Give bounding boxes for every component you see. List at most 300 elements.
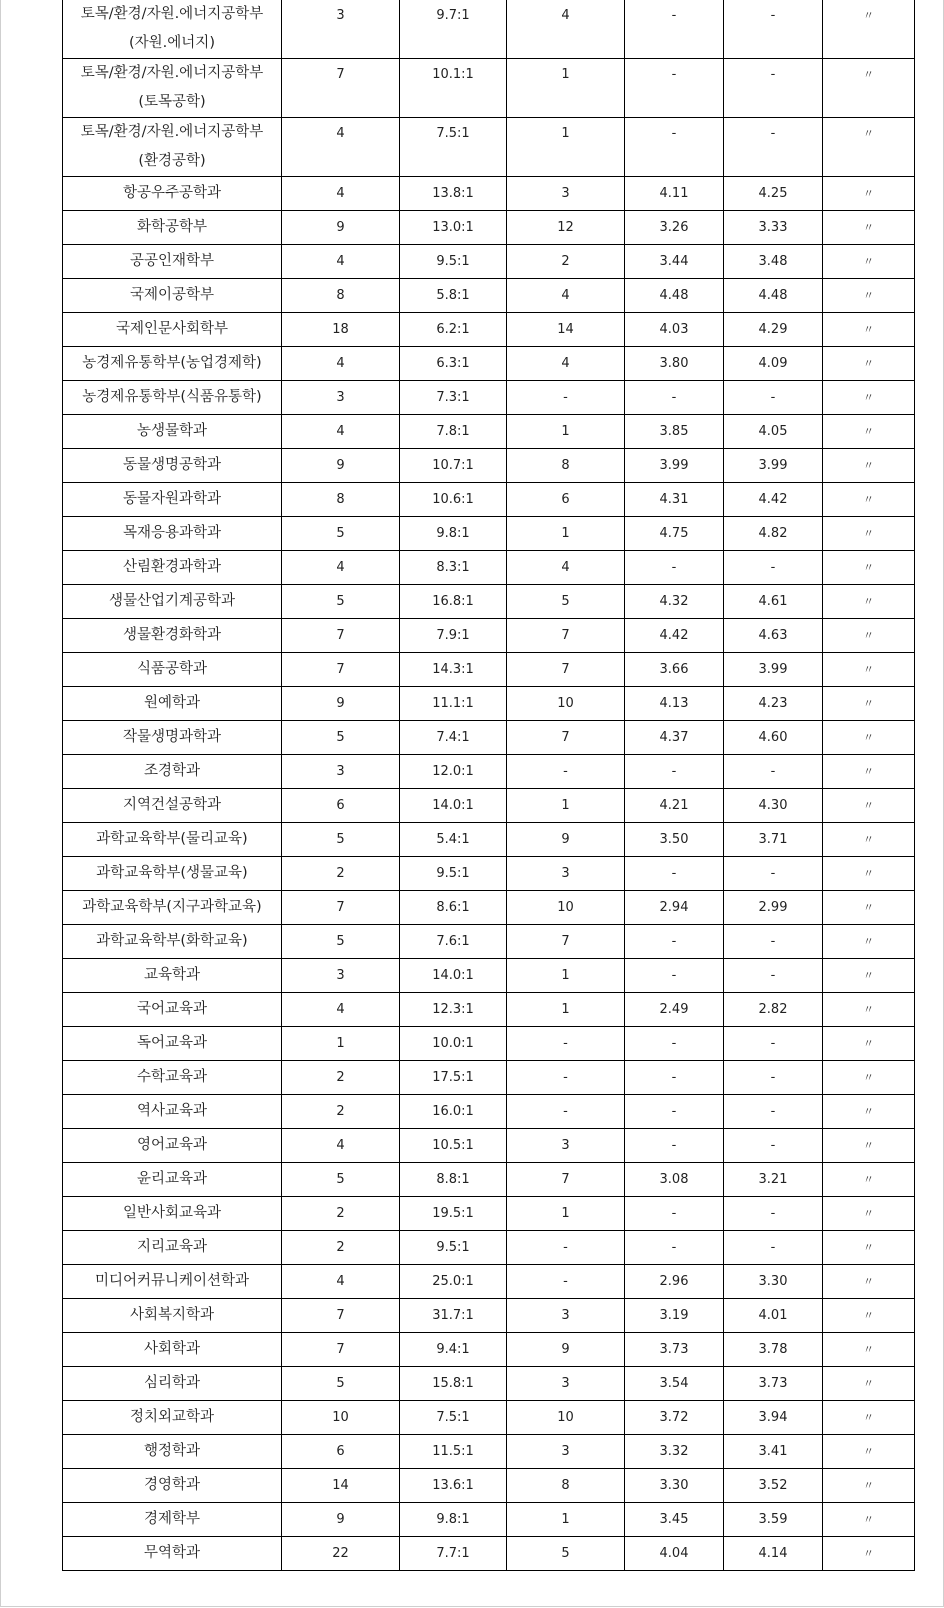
department-cell: 목재응용과학과 bbox=[63, 517, 282, 551]
average-grade-cell: - bbox=[625, 381, 724, 415]
table-row bbox=[63, 721, 915, 755]
note-cell: 〃 bbox=[823, 449, 915, 483]
average-grade-cell: 2.49 bbox=[625, 993, 724, 1027]
cutoff-grade-cell: - bbox=[724, 755, 823, 789]
competition-ratio-cell: 8.3:1 bbox=[400, 551, 507, 585]
department-cell: 미디어커뮤니케이션학과 bbox=[63, 1265, 282, 1299]
cutoff-grade-cell: 3.30 bbox=[724, 1265, 823, 1299]
cutoff-grade-cell: 4.61 bbox=[724, 585, 823, 619]
average-grade-cell: - bbox=[625, 1129, 724, 1163]
additional-pass-cell: 3 bbox=[507, 1367, 625, 1401]
note-cell: 〃 bbox=[823, 245, 915, 279]
average-grade-cell: 3.44 bbox=[625, 245, 724, 279]
note-cell: 〃 bbox=[823, 1129, 915, 1163]
additional-pass-cell: - bbox=[507, 1095, 625, 1129]
department-cell: 일반사회교육과 bbox=[63, 1197, 282, 1231]
capacity-cell: 4 bbox=[282, 347, 400, 381]
admissions-results-table bbox=[62, 0, 915, 1571]
competition-ratio-cell: 10.7:1 bbox=[400, 449, 507, 483]
average-grade-cell: 4.42 bbox=[625, 619, 724, 653]
average-grade-cell: 3.50 bbox=[625, 823, 724, 857]
cutoff-grade-cell: - bbox=[724, 1231, 823, 1265]
competition-ratio-cell: 15.8:1 bbox=[400, 1367, 507, 1401]
capacity-cell: 18 bbox=[282, 313, 400, 347]
competition-ratio-cell: 5.8:1 bbox=[400, 279, 507, 313]
note-cell: 〃 bbox=[823, 653, 915, 687]
department-cell: 생물산업기계공학과 bbox=[63, 585, 282, 619]
additional-pass-cell: 1 bbox=[507, 789, 625, 823]
note-cell: 〃 bbox=[823, 1333, 915, 1367]
table-row bbox=[63, 959, 915, 993]
cutoff-grade-cell: 3.48 bbox=[724, 245, 823, 279]
competition-ratio-cell: 9.5:1 bbox=[400, 1231, 507, 1265]
cutoff-grade-cell: - bbox=[724, 118, 823, 177]
table-row bbox=[63, 925, 915, 959]
table-row bbox=[63, 1231, 915, 1265]
capacity-cell: 2 bbox=[282, 857, 400, 891]
competition-ratio-cell: 9.7:1 bbox=[400, 0, 507, 59]
department-cell: 농생물학과 bbox=[63, 415, 282, 449]
note-cell: 〃 bbox=[823, 59, 915, 118]
average-grade-cell: - bbox=[625, 1095, 724, 1129]
note-cell: 〃 bbox=[823, 823, 915, 857]
competition-ratio-cell: 7.9:1 bbox=[400, 619, 507, 653]
department-cell: 무역학과 bbox=[63, 1537, 282, 1571]
cutoff-grade-cell: 4.01 bbox=[724, 1299, 823, 1333]
department-cell: 과학교육학부(지구과학교육) bbox=[63, 891, 282, 925]
note-cell: 〃 bbox=[823, 857, 915, 891]
department-cell: 토목/환경/자원.에너지공학부 (토목공학) bbox=[63, 59, 282, 118]
additional-pass-cell: - bbox=[507, 1231, 625, 1265]
capacity-cell: 9 bbox=[282, 211, 400, 245]
additional-pass-cell: 12 bbox=[507, 211, 625, 245]
department-cell: 사회학과 bbox=[63, 1333, 282, 1367]
additional-pass-cell: 9 bbox=[507, 823, 625, 857]
competition-ratio-cell: 7.8:1 bbox=[400, 415, 507, 449]
department-cell: 항공우주공학과 bbox=[63, 177, 282, 211]
table-row bbox=[63, 415, 915, 449]
department-cell: 토목/환경/자원.에너지공학부 (자원.에너지) bbox=[63, 0, 282, 59]
competition-ratio-cell: 8.8:1 bbox=[400, 1163, 507, 1197]
table-row bbox=[63, 0, 915, 59]
table-row bbox=[63, 381, 915, 415]
average-grade-cell: 4.32 bbox=[625, 585, 724, 619]
note-cell: 〃 bbox=[823, 211, 915, 245]
note-cell: 〃 bbox=[823, 381, 915, 415]
cutoff-grade-cell: - bbox=[724, 925, 823, 959]
capacity-cell: 4 bbox=[282, 177, 400, 211]
department-cell: 행정학과 bbox=[63, 1435, 282, 1469]
table-row bbox=[63, 347, 915, 381]
capacity-cell: 5 bbox=[282, 925, 400, 959]
additional-pass-cell: 3 bbox=[507, 1435, 625, 1469]
cutoff-grade-cell: - bbox=[724, 1027, 823, 1061]
department-cell: 과학교육학부(생물교육) bbox=[63, 857, 282, 891]
table-row bbox=[63, 177, 915, 211]
table-row bbox=[63, 517, 915, 551]
note-cell: 〃 bbox=[823, 313, 915, 347]
note-cell: 〃 bbox=[823, 347, 915, 381]
department-cell: 동물자원과학과 bbox=[63, 483, 282, 517]
note-cell: 〃 bbox=[823, 1265, 915, 1299]
average-grade-cell: 4.13 bbox=[625, 687, 724, 721]
note-cell: 〃 bbox=[823, 1163, 915, 1197]
note-cell: 〃 bbox=[823, 1435, 915, 1469]
cutoff-grade-cell: 4.82 bbox=[724, 517, 823, 551]
capacity-cell: 9 bbox=[282, 449, 400, 483]
table-row bbox=[63, 279, 915, 313]
additional-pass-cell: 3 bbox=[507, 177, 625, 211]
note-cell: 〃 bbox=[823, 1503, 915, 1537]
note-cell: 〃 bbox=[823, 1197, 915, 1231]
cutoff-grade-cell: 4.05 bbox=[724, 415, 823, 449]
average-grade-cell: 4.04 bbox=[625, 1537, 724, 1571]
average-grade-cell: 4.48 bbox=[625, 279, 724, 313]
average-grade-cell: 4.31 bbox=[625, 483, 724, 517]
cutoff-grade-cell: - bbox=[724, 551, 823, 585]
capacity-cell: 4 bbox=[282, 993, 400, 1027]
competition-ratio-cell: 10.6:1 bbox=[400, 483, 507, 517]
table-row bbox=[63, 1129, 915, 1163]
capacity-cell: 2 bbox=[282, 1197, 400, 1231]
competition-ratio-cell: 19.5:1 bbox=[400, 1197, 507, 1231]
cutoff-grade-cell: - bbox=[724, 857, 823, 891]
table-row bbox=[63, 653, 915, 687]
average-grade-cell: - bbox=[625, 118, 724, 177]
additional-pass-cell: 1 bbox=[507, 993, 625, 1027]
note-cell: 〃 bbox=[823, 118, 915, 177]
table-row bbox=[63, 1401, 915, 1435]
department-cell: 생물환경화학과 bbox=[63, 619, 282, 653]
average-grade-cell: 4.75 bbox=[625, 517, 724, 551]
department-cell: 수학교육과 bbox=[63, 1061, 282, 1095]
capacity-cell: 3 bbox=[282, 381, 400, 415]
capacity-cell: 2 bbox=[282, 1095, 400, 1129]
additional-pass-cell: 1 bbox=[507, 517, 625, 551]
table-row bbox=[63, 313, 915, 347]
competition-ratio-cell: 12.3:1 bbox=[400, 993, 507, 1027]
cutoff-grade-cell: - bbox=[724, 1061, 823, 1095]
additional-pass-cell: 1 bbox=[507, 959, 625, 993]
note-cell: 〃 bbox=[823, 585, 915, 619]
table-row bbox=[63, 1095, 915, 1129]
department-cell: 국어교육과 bbox=[63, 993, 282, 1027]
average-grade-cell: 3.66 bbox=[625, 653, 724, 687]
average-grade-cell: 3.45 bbox=[625, 1503, 724, 1537]
table-row bbox=[63, 1503, 915, 1537]
average-grade-cell: 3.08 bbox=[625, 1163, 724, 1197]
table-body bbox=[63, 0, 915, 1571]
note-cell: 〃 bbox=[823, 551, 915, 585]
department-cell: 조경학과 bbox=[63, 755, 282, 789]
average-grade-cell: 3.99 bbox=[625, 449, 724, 483]
average-grade-cell: - bbox=[625, 0, 724, 59]
cutoff-grade-cell: 3.33 bbox=[724, 211, 823, 245]
additional-pass-cell: 3 bbox=[507, 857, 625, 891]
cutoff-grade-cell: 4.30 bbox=[724, 789, 823, 823]
cutoff-grade-cell: 3.71 bbox=[724, 823, 823, 857]
average-grade-cell: 2.94 bbox=[625, 891, 724, 925]
additional-pass-cell: - bbox=[507, 1027, 625, 1061]
capacity-cell: 5 bbox=[282, 823, 400, 857]
average-grade-cell: - bbox=[625, 925, 724, 959]
note-cell: 〃 bbox=[823, 279, 915, 313]
cutoff-grade-cell: - bbox=[724, 1095, 823, 1129]
note-cell: 〃 bbox=[823, 619, 915, 653]
competition-ratio-cell: 9.8:1 bbox=[400, 517, 507, 551]
table-row bbox=[63, 449, 915, 483]
additional-pass-cell: 9 bbox=[507, 1333, 625, 1367]
table-row bbox=[63, 619, 915, 653]
table-row bbox=[63, 789, 915, 823]
additional-pass-cell: 5 bbox=[507, 585, 625, 619]
table-row bbox=[63, 687, 915, 721]
cutoff-grade-cell: 3.99 bbox=[724, 653, 823, 687]
note-cell: 〃 bbox=[823, 415, 915, 449]
competition-ratio-cell: 13.6:1 bbox=[400, 1469, 507, 1503]
table-row bbox=[63, 59, 915, 118]
cutoff-grade-cell: 3.21 bbox=[724, 1163, 823, 1197]
additional-pass-cell: 7 bbox=[507, 619, 625, 653]
department-cell: 지리교육과 bbox=[63, 1231, 282, 1265]
table-row bbox=[63, 857, 915, 891]
note-cell: 〃 bbox=[823, 1027, 915, 1061]
cutoff-grade-cell: - bbox=[724, 1129, 823, 1163]
capacity-cell: 7 bbox=[282, 1333, 400, 1367]
note-cell: 〃 bbox=[823, 721, 915, 755]
note-cell: 〃 bbox=[823, 1537, 915, 1571]
additional-pass-cell: 14 bbox=[507, 313, 625, 347]
department-cell: 지역건설공학과 bbox=[63, 789, 282, 823]
note-cell: 〃 bbox=[823, 0, 915, 59]
capacity-cell: 9 bbox=[282, 687, 400, 721]
department-cell: 화학공학부 bbox=[63, 211, 282, 245]
note-cell: 〃 bbox=[823, 1299, 915, 1333]
competition-ratio-cell: 14.3:1 bbox=[400, 653, 507, 687]
average-grade-cell: 4.21 bbox=[625, 789, 724, 823]
department-cell: 정치외교학과 bbox=[63, 1401, 282, 1435]
capacity-cell: 3 bbox=[282, 0, 400, 59]
table-row bbox=[63, 1265, 915, 1299]
cutoff-grade-cell: 4.14 bbox=[724, 1537, 823, 1571]
cutoff-grade-cell: - bbox=[724, 1197, 823, 1231]
average-grade-cell: 3.72 bbox=[625, 1401, 724, 1435]
average-grade-cell: - bbox=[625, 1197, 724, 1231]
table-row bbox=[63, 245, 915, 279]
table-row bbox=[63, 1027, 915, 1061]
average-grade-cell: 3.19 bbox=[625, 1299, 724, 1333]
department-cell: 교육학과 bbox=[63, 959, 282, 993]
table-row bbox=[63, 1061, 915, 1095]
average-grade-cell: 3.73 bbox=[625, 1333, 724, 1367]
table-row bbox=[63, 1333, 915, 1367]
department-cell: 농경제유통학부(농업경제학) bbox=[63, 347, 282, 381]
note-cell: 〃 bbox=[823, 925, 915, 959]
table-row bbox=[63, 1469, 915, 1503]
additional-pass-cell: 4 bbox=[507, 279, 625, 313]
cutoff-grade-cell: 3.52 bbox=[724, 1469, 823, 1503]
note-cell: 〃 bbox=[823, 1231, 915, 1265]
capacity-cell: 14 bbox=[282, 1469, 400, 1503]
note-cell: 〃 bbox=[823, 1367, 915, 1401]
additional-pass-cell: 4 bbox=[507, 0, 625, 59]
table-row bbox=[63, 1163, 915, 1197]
average-grade-cell: 3.54 bbox=[625, 1367, 724, 1401]
average-grade-cell: 4.03 bbox=[625, 313, 724, 347]
average-grade-cell: 4.37 bbox=[625, 721, 724, 755]
competition-ratio-cell: 6.2:1 bbox=[400, 313, 507, 347]
note-cell: 〃 bbox=[823, 483, 915, 517]
capacity-cell: 4 bbox=[282, 551, 400, 585]
table-row bbox=[63, 118, 915, 177]
competition-ratio-cell: 16.0:1 bbox=[400, 1095, 507, 1129]
note-cell: 〃 bbox=[823, 687, 915, 721]
average-grade-cell: 3.32 bbox=[625, 1435, 724, 1469]
department-cell: 윤리교육과 bbox=[63, 1163, 282, 1197]
additional-pass-cell: 5 bbox=[507, 1537, 625, 1571]
competition-ratio-cell: 14.0:1 bbox=[400, 959, 507, 993]
additional-pass-cell: 10 bbox=[507, 687, 625, 721]
note-cell: 〃 bbox=[823, 1095, 915, 1129]
capacity-cell: 4 bbox=[282, 1265, 400, 1299]
department-cell: 동물생명공학과 bbox=[63, 449, 282, 483]
additional-pass-cell: 8 bbox=[507, 1469, 625, 1503]
department-cell: 국제인문사회학부 bbox=[63, 313, 282, 347]
competition-ratio-cell: 5.4:1 bbox=[400, 823, 507, 857]
competition-ratio-cell: 12.0:1 bbox=[400, 755, 507, 789]
department-cell: 경영학과 bbox=[63, 1469, 282, 1503]
additional-pass-cell: 7 bbox=[507, 925, 625, 959]
capacity-cell: 5 bbox=[282, 517, 400, 551]
competition-ratio-cell: 25.0:1 bbox=[400, 1265, 507, 1299]
table-row bbox=[63, 1537, 915, 1571]
average-grade-cell: 3.30 bbox=[625, 1469, 724, 1503]
capacity-cell: 7 bbox=[282, 653, 400, 687]
table-row bbox=[63, 755, 915, 789]
additional-pass-cell: - bbox=[507, 1265, 625, 1299]
competition-ratio-cell: 7.3:1 bbox=[400, 381, 507, 415]
department-cell: 영어교육과 bbox=[63, 1129, 282, 1163]
note-cell: 〃 bbox=[823, 891, 915, 925]
department-cell: 사회복지학과 bbox=[63, 1299, 282, 1333]
cutoff-grade-cell: 4.63 bbox=[724, 619, 823, 653]
competition-ratio-cell: 7.5:1 bbox=[400, 118, 507, 177]
cutoff-grade-cell: 4.60 bbox=[724, 721, 823, 755]
competition-ratio-cell: 9.8:1 bbox=[400, 1503, 507, 1537]
note-cell: 〃 bbox=[823, 789, 915, 823]
capacity-cell: 5 bbox=[282, 1367, 400, 1401]
competition-ratio-cell: 6.3:1 bbox=[400, 347, 507, 381]
note-cell: 〃 bbox=[823, 1469, 915, 1503]
cutoff-grade-cell: 4.42 bbox=[724, 483, 823, 517]
competition-ratio-cell: 11.5:1 bbox=[400, 1435, 507, 1469]
cutoff-grade-cell: 4.09 bbox=[724, 347, 823, 381]
capacity-cell: 8 bbox=[282, 279, 400, 313]
additional-pass-cell: 3 bbox=[507, 1129, 625, 1163]
average-grade-cell: 2.96 bbox=[625, 1265, 724, 1299]
capacity-cell: 5 bbox=[282, 1163, 400, 1197]
cutoff-grade-cell: - bbox=[724, 959, 823, 993]
capacity-cell: 3 bbox=[282, 755, 400, 789]
cutoff-grade-cell: - bbox=[724, 0, 823, 59]
department-cell: 작물생명과학과 bbox=[63, 721, 282, 755]
competition-ratio-cell: 10.5:1 bbox=[400, 1129, 507, 1163]
competition-ratio-cell: 8.6:1 bbox=[400, 891, 507, 925]
average-grade-cell: - bbox=[625, 551, 724, 585]
note-cell: 〃 bbox=[823, 177, 915, 211]
average-grade-cell: - bbox=[625, 1231, 724, 1265]
department-cell: 역사교육과 bbox=[63, 1095, 282, 1129]
average-grade-cell: 4.11 bbox=[625, 177, 724, 211]
average-grade-cell: - bbox=[625, 1027, 724, 1061]
additional-pass-cell: 4 bbox=[507, 347, 625, 381]
table-row bbox=[63, 1367, 915, 1401]
capacity-cell: 4 bbox=[282, 118, 400, 177]
additional-pass-cell: 10 bbox=[507, 891, 625, 925]
table-row bbox=[63, 483, 915, 517]
competition-ratio-cell: 14.0:1 bbox=[400, 789, 507, 823]
average-grade-cell: - bbox=[625, 59, 724, 118]
capacity-cell: 7 bbox=[282, 619, 400, 653]
additional-pass-cell: 10 bbox=[507, 1401, 625, 1435]
additional-pass-cell: - bbox=[507, 1061, 625, 1095]
cutoff-grade-cell: - bbox=[724, 381, 823, 415]
department-cell: 공공인재학부 bbox=[63, 245, 282, 279]
competition-ratio-cell: 9.4:1 bbox=[400, 1333, 507, 1367]
additional-pass-cell: 7 bbox=[507, 653, 625, 687]
capacity-cell: 2 bbox=[282, 1231, 400, 1265]
capacity-cell: 7 bbox=[282, 59, 400, 118]
average-grade-cell: - bbox=[625, 857, 724, 891]
competition-ratio-cell: 16.8:1 bbox=[400, 585, 507, 619]
note-cell: 〃 bbox=[823, 959, 915, 993]
average-grade-cell: 3.80 bbox=[625, 347, 724, 381]
additional-pass-cell: 1 bbox=[507, 118, 625, 177]
department-cell: 원예학과 bbox=[63, 687, 282, 721]
additional-pass-cell: 8 bbox=[507, 449, 625, 483]
capacity-cell: 7 bbox=[282, 891, 400, 925]
table-row bbox=[63, 585, 915, 619]
additional-pass-cell: 2 bbox=[507, 245, 625, 279]
department-cell: 토목/환경/자원.에너지공학부 (환경공학) bbox=[63, 118, 282, 177]
capacity-cell: 6 bbox=[282, 789, 400, 823]
competition-ratio-cell: 7.7:1 bbox=[400, 1537, 507, 1571]
competition-ratio-cell: 9.5:1 bbox=[400, 245, 507, 279]
additional-pass-cell: 1 bbox=[507, 1503, 625, 1537]
cutoff-grade-cell: 4.48 bbox=[724, 279, 823, 313]
cutoff-grade-cell: 3.94 bbox=[724, 1401, 823, 1435]
table-row bbox=[63, 551, 915, 585]
average-grade-cell: - bbox=[625, 755, 724, 789]
cutoff-grade-cell: 2.82 bbox=[724, 993, 823, 1027]
competition-ratio-cell: 7.5:1 bbox=[400, 1401, 507, 1435]
department-cell: 산림환경과학과 bbox=[63, 551, 282, 585]
cutoff-grade-cell: - bbox=[724, 59, 823, 118]
competition-ratio-cell: 10.1:1 bbox=[400, 59, 507, 118]
cutoff-grade-cell: 3.99 bbox=[724, 449, 823, 483]
additional-pass-cell: 6 bbox=[507, 483, 625, 517]
department-cell: 식품공학과 bbox=[63, 653, 282, 687]
department-cell: 심리학과 bbox=[63, 1367, 282, 1401]
table-row bbox=[63, 211, 915, 245]
cutoff-grade-cell: 3.78 bbox=[724, 1333, 823, 1367]
additional-pass-cell: 1 bbox=[507, 1197, 625, 1231]
table-row bbox=[63, 1435, 915, 1469]
note-cell: 〃 bbox=[823, 1401, 915, 1435]
average-grade-cell: - bbox=[625, 1061, 724, 1095]
capacity-cell: 22 bbox=[282, 1537, 400, 1571]
competition-ratio-cell: 17.5:1 bbox=[400, 1061, 507, 1095]
